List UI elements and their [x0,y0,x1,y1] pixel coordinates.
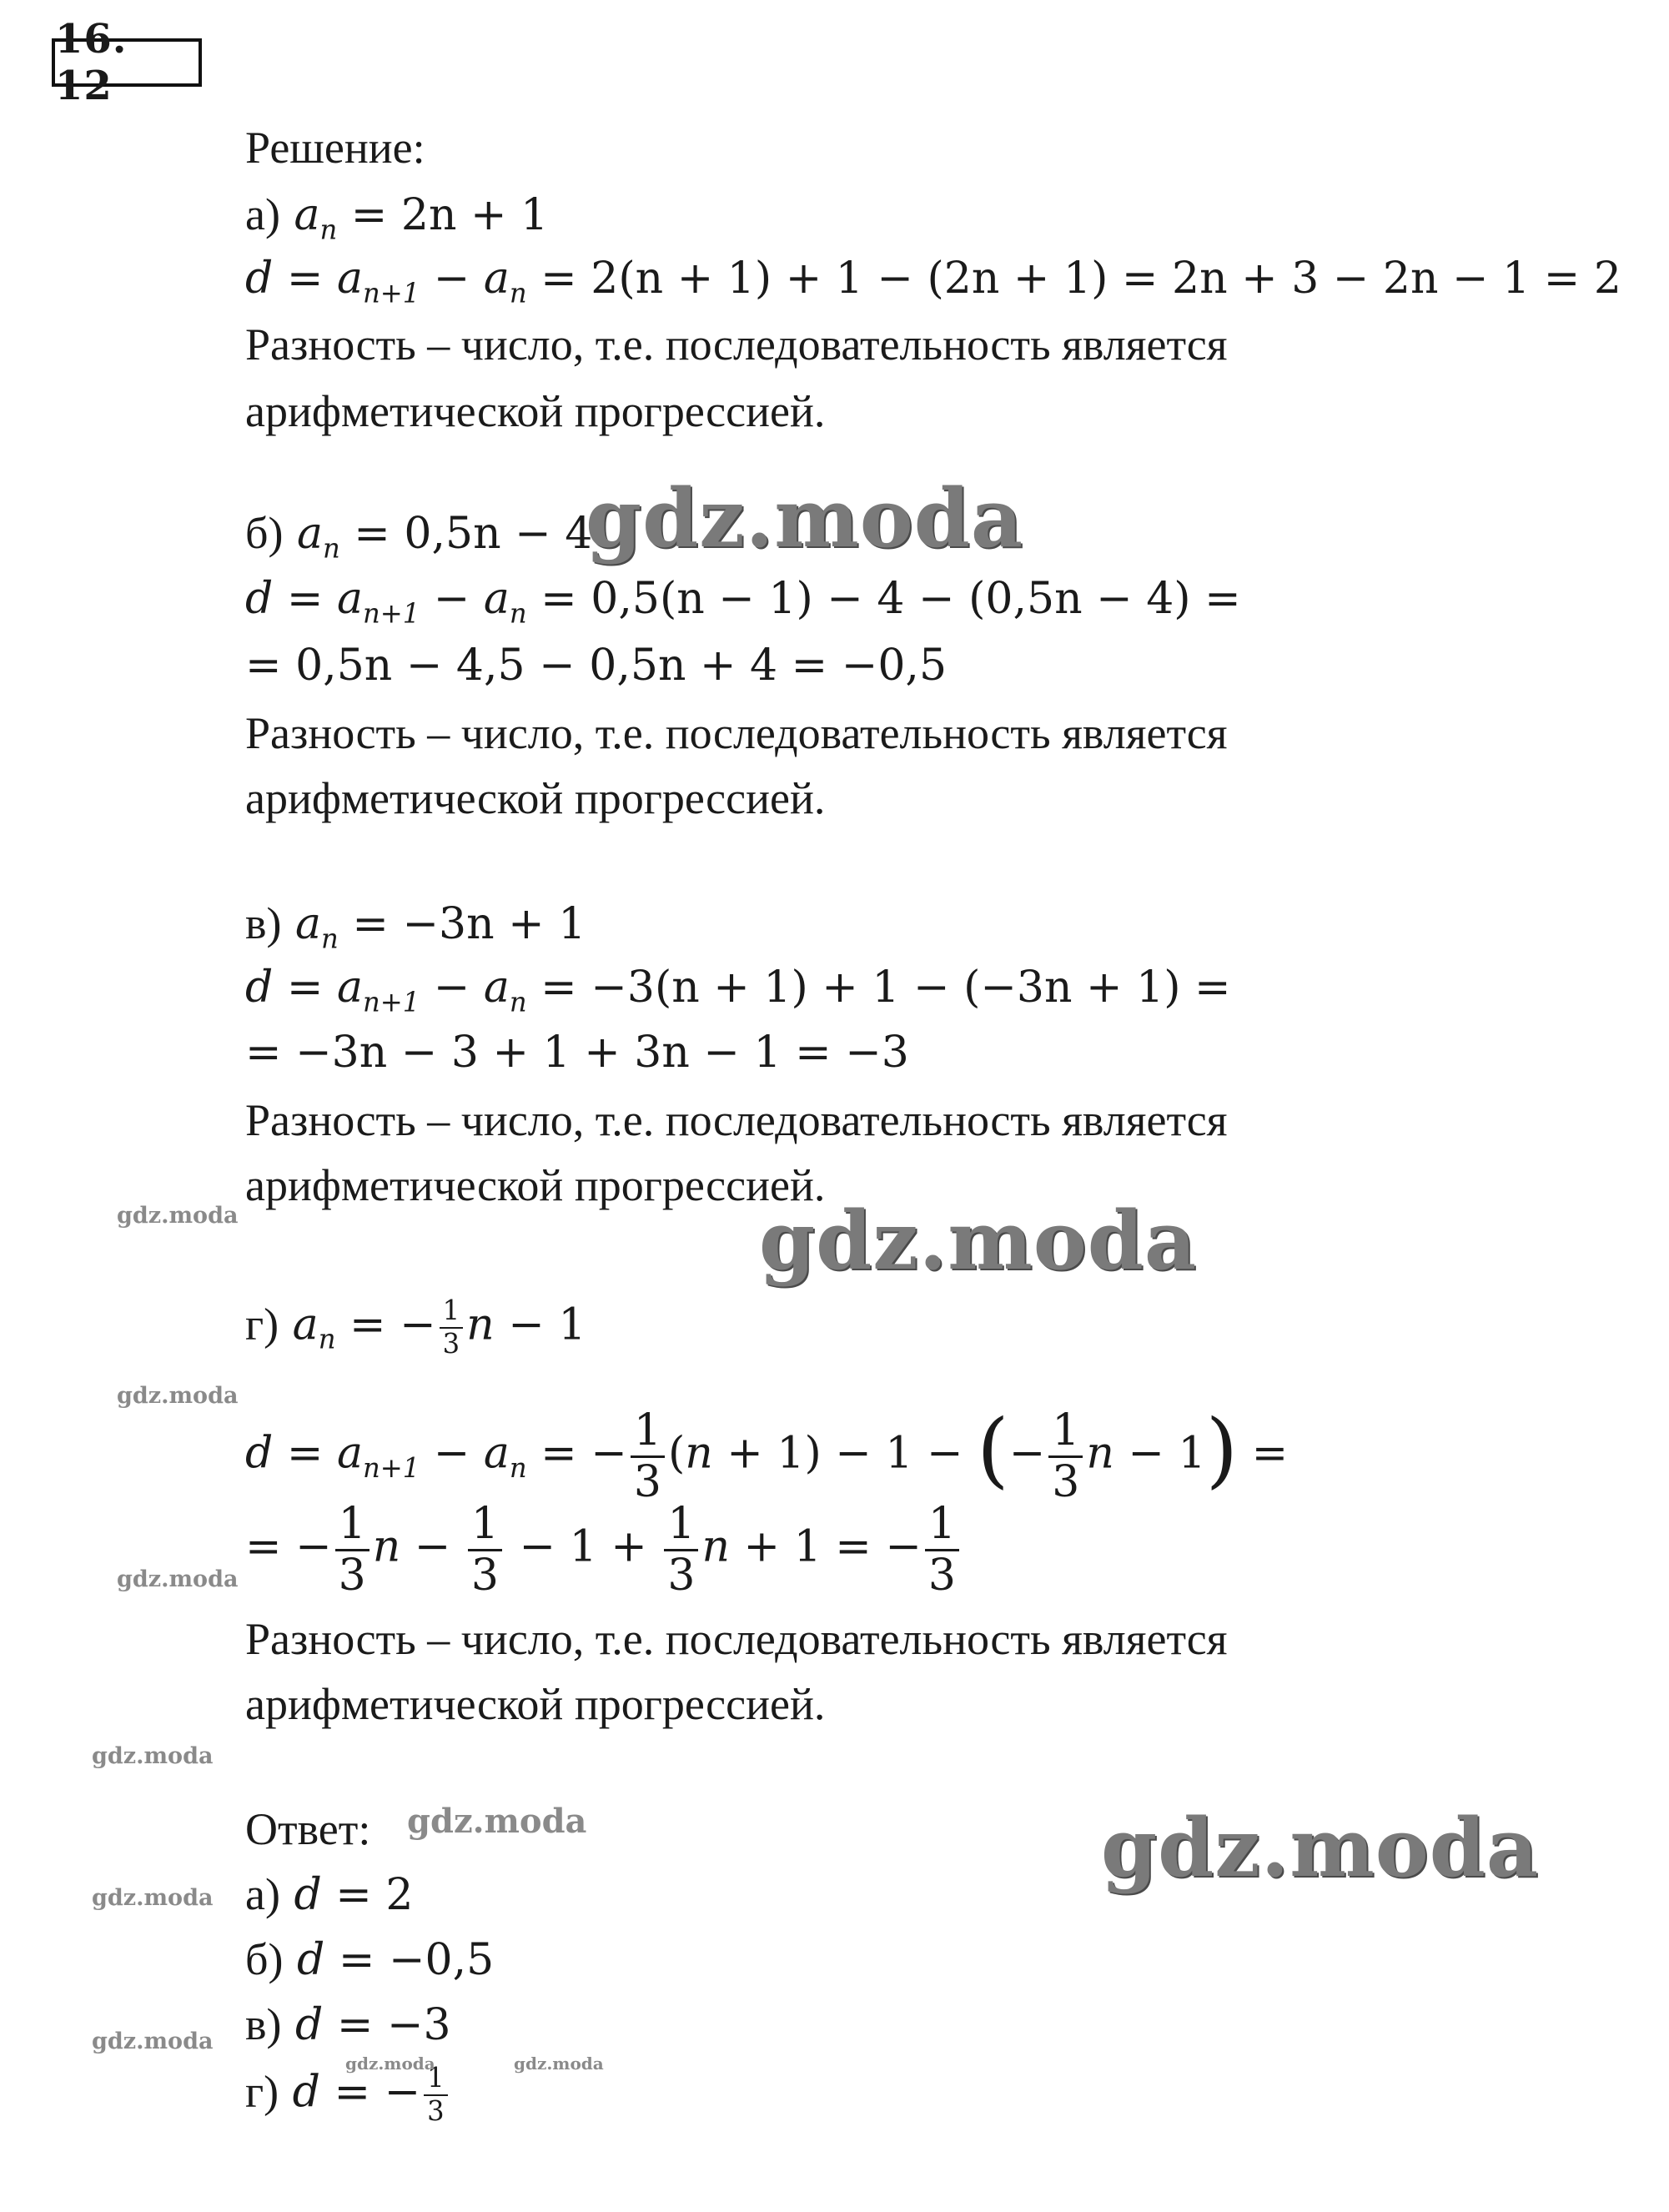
part-v-difference: $d = a_{n+1} - a_n = -3(n + 1) + 1 - (-3n + 1)$ = [245,963,1231,1018]
problem-number: 16. 12 [52,38,202,87]
watermark: gdz.moda [345,2054,435,2074]
part-g-formula: г) $a_n$ = − $\frac{1}{3}$ n − 1 [245,1295,586,1360]
answer-a: а) d = 2 [245,1869,414,1920]
part-a-formula: а) $a_n = 2n + 1$ [245,189,549,246]
part-v-conclusion-2: арифметической прогрессией. [245,1160,826,1210]
part-v-result: = −3n − 3 + 1 + 3n − 1 = −3 [245,1028,909,1078]
part-g-conclusion-2: арифметической прогрессией. [245,1679,826,1729]
watermark: gdz.moda [759,1194,1198,1288]
part-g-difference: $d = a_{n+1} - a_n$ = − $\frac{1}{3}$ (n + 1) − 1 − (− $\frac{1}{3}$ n − 1) = [245,1401,1289,1507]
part-v-formula: в) $a_n = -3n + 1$ [245,898,586,955]
part-a-conclusion-2: арифметической прогрессией. [245,386,826,436]
part-v-conclusion-1: Разность – число, т.е. последовательность является [245,1095,1228,1145]
answer-b: б) d = −0,5 [245,1934,495,1985]
part-b-conclusion-2: арифметической прогрессией. [245,773,826,823]
part-b-formula: б) $a_n = 0,5n - 4$ [245,508,593,565]
part-b-result: = 0,5n − 4,5 − 0,5n + 4 = −0,5 [245,641,948,691]
watermark: gdz.moda [586,471,1024,566]
part-b-difference: $d = a_{n+1} - a_n = 0,5(n - 1) - 4 - (0,5n - 4)$ = [245,574,1241,630]
part-a-difference: $d = a_{n+1} - a_n = 2(n + 1) + 1 - (2n + 1) = 2n + 3 - 2n - 1 = 2$ [245,254,1621,309]
part-b-conclusion-1: Разность – число, т.е. последовательность является [245,708,1228,758]
part-a-conclusion-1: Разность – число, т.е. последовательность является [245,319,1228,370]
watermark: gdz.moda [92,1743,214,1769]
part-g-conclusion-1: Разность – число, т.е. последовательность является [245,1614,1228,1664]
part-g-result: = − $\frac{1}{3}$ n − $\frac{1}{3}$ − 1 + $\frac{1}{3}$ n + 1 = − $\frac{1}{3}$ [245,1501,963,1598]
watermark: gdz.moda [117,1566,239,1592]
watermark: gdz.moda [407,1802,587,1841]
answer-v: в) d = −3 [245,1999,451,2050]
watermark: gdz.moda [1101,1801,1540,1895]
watermark: gdz.moda [92,1885,214,1911]
answer-g: г) d = − $\frac{1}{3}$ [245,2064,451,2126]
watermark: gdz.moda [117,1203,239,1229]
watermark: gdz.moda [92,2029,214,2054]
answer-title: Ответ: [245,1804,371,1854]
watermark: gdz.moda [117,1383,239,1409]
solution-heading: Решение: [245,123,425,173]
watermark: gdz.moda [514,2054,604,2074]
